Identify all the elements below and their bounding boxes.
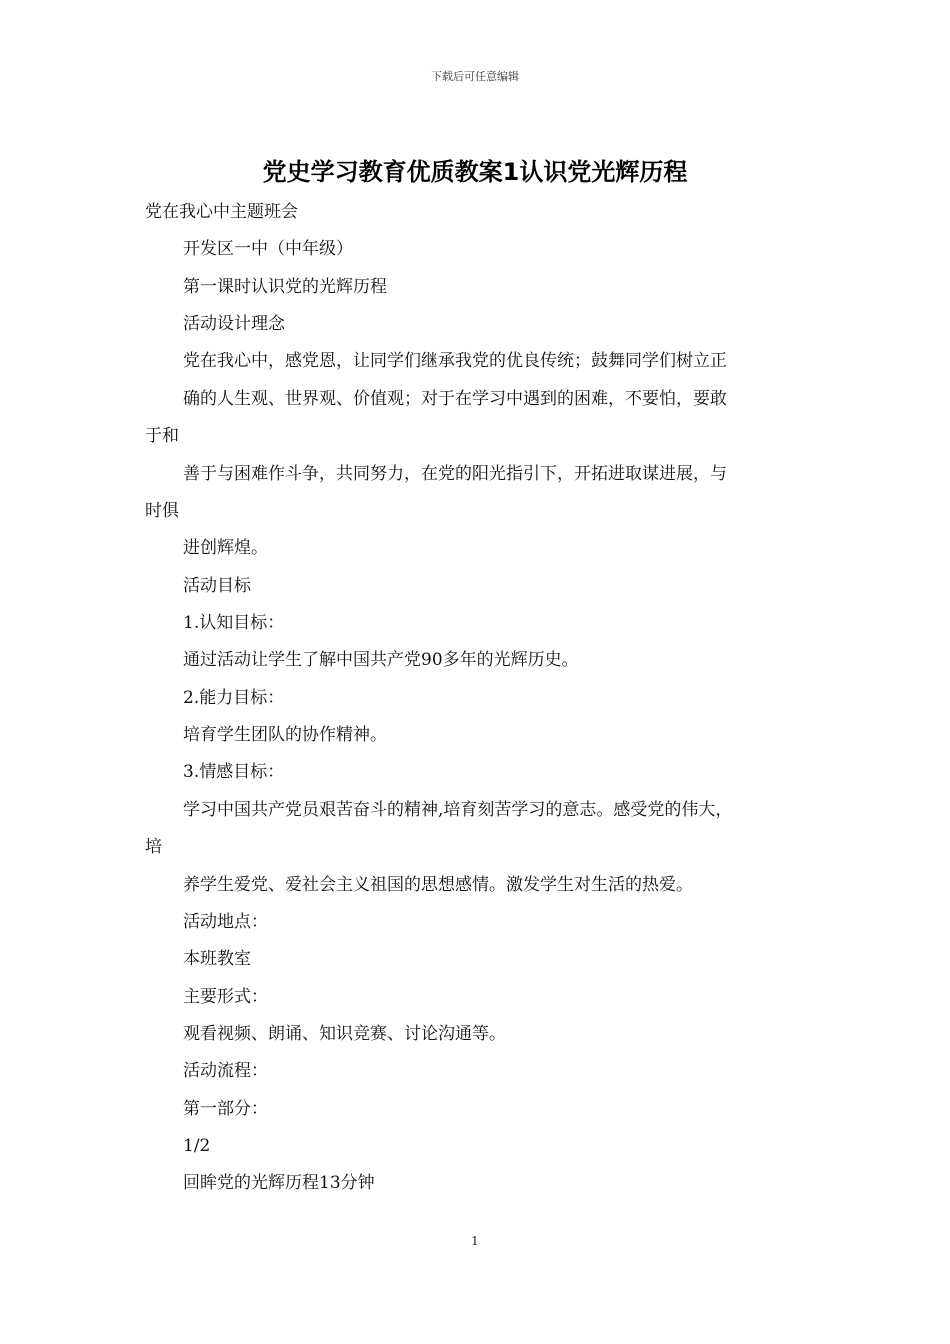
body-line: 养学生爱党、爱社会主义祖国的思想感情。激发学生对生活的热爱。	[183, 875, 693, 895]
body-line: 本班教室	[183, 949, 251, 969]
body-line: 第一部分：	[183, 1099, 268, 1119]
body-line: 3.情感目标：	[183, 762, 285, 782]
body-line: 主要形式：	[183, 987, 268, 1007]
body-line: 活动目标	[183, 576, 251, 596]
body-line: 培	[145, 837, 162, 857]
body-line: 进创辉煌。	[183, 538, 268, 558]
document-title: 党史学习教育优质教案1认识党光辉历程	[262, 158, 688, 186]
header-note: 下载后可任意编辑	[431, 70, 519, 83]
body-line: 2.能力目标：	[183, 688, 285, 708]
body-line: 开发区一中（中年级）	[183, 239, 353, 259]
body-line: 回眸党的光辉历程13分钟	[183, 1173, 375, 1193]
body-line: 活动设计理念	[183, 314, 285, 334]
body-line: 党在我心中，感党恩，让同学们继承我党的优良传统；鼓舞同学们树立正	[183, 351, 727, 371]
body-line: 时俱	[145, 501, 179, 521]
body-line: 确的人生观、世界观、价值观；对于在学习中遇到的困难，不要怕，要敢	[183, 389, 727, 409]
body-line: 观看视频、朗诵、知识竞赛、讨论沟通等。	[183, 1024, 506, 1044]
body-line: 1.认知目标：	[183, 613, 285, 633]
body-line: 活动地点：	[183, 912, 268, 932]
body-line: 于和	[145, 426, 179, 446]
body-line: 第一课时认识党的光辉历程	[183, 277, 387, 297]
body-line: 培育学生团队的协作精神。	[183, 725, 387, 745]
body-line: 1/2	[183, 1136, 211, 1156]
body-line: 学习中国共产党员艰苦奋斗的精神,培育刻苦学习的意志。感受党的伟大，	[183, 800, 733, 820]
page-number: 1	[471, 1234, 479, 1248]
body-line: 党在我心中主题班会	[145, 202, 298, 222]
body-line: 善于与困难作斗争，共同努力，在党的阳光指引下，开拓进取谋进展，与	[183, 464, 727, 484]
body-line: 活动流程：	[183, 1061, 268, 1081]
body-line: 通过活动让学生了解中国共产党90多年的光辉历史。	[183, 650, 579, 670]
